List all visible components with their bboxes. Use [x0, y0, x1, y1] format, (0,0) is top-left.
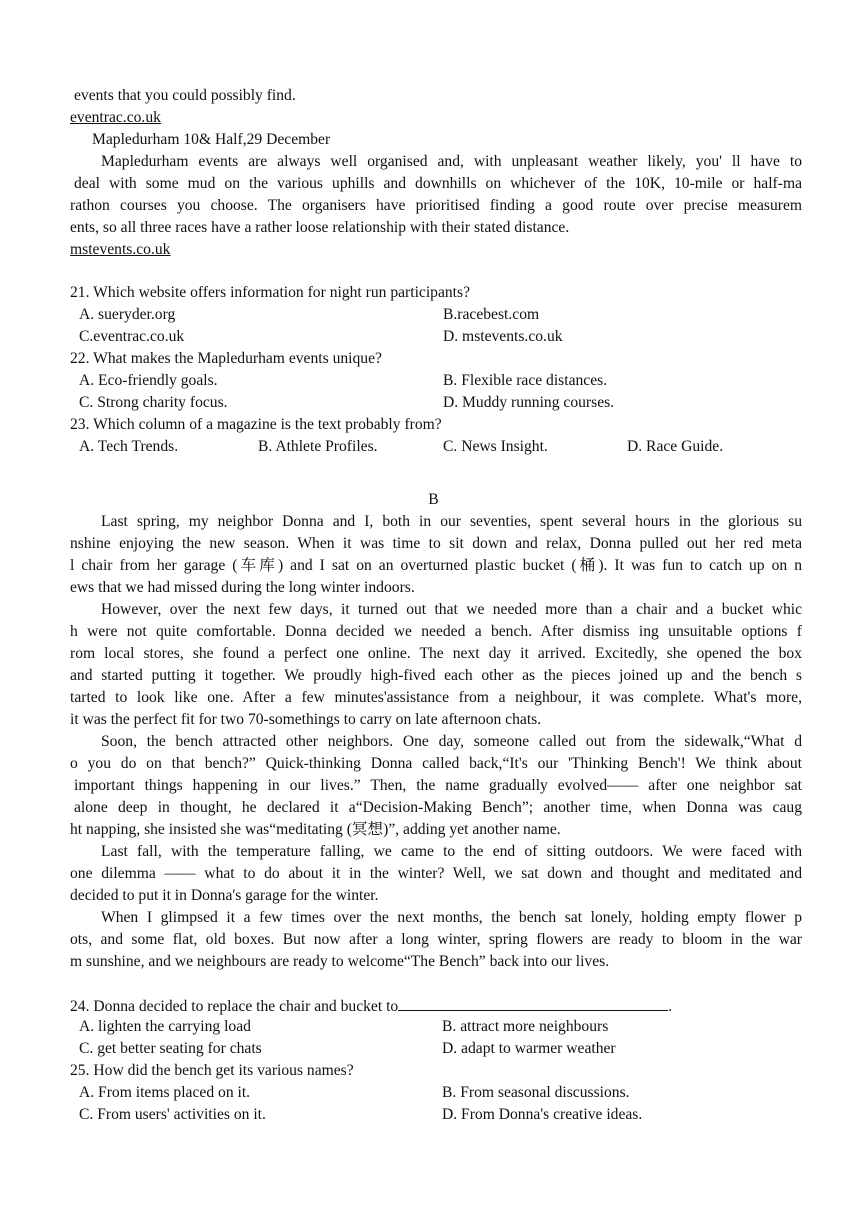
passage-b-line: Last fall, with the temperature falling, we came to the end of sitting outdoors. We were faced with — [101, 843, 802, 860]
passage-text-line: deal with some mud on the various uphills and downhills on whichever of the 10K, 10-mile or half-ma — [74, 175, 802, 192]
passage-b-line: tarted to look like one. After a few minutes'assistance from a neighbour, it was complete. What's more, — [70, 689, 802, 706]
passage-b-line: Soon, the bench attracted other neighbors. One day, someone called out from the sidewalk,“What d — [101, 733, 802, 750]
question-23-option-b[interactable]: B. Athlete Profiles. — [258, 438, 378, 455]
question-24-stem — [70, 994, 802, 1016]
passage-text-line: rathon courses you choose. The organisers have prioritised finding a good route over precise measurem — [70, 197, 802, 214]
passage-b-line: one dilemma —— what to do about it in the winter? Well, we sat down and thought and meditated and — [70, 865, 802, 882]
question-22-option-d[interactable]: D. Muddy running courses. — [443, 394, 615, 411]
passage-text-line: events that you could possibly find. — [74, 87, 296, 104]
passage-b-line: m sunshine, and we neighbours are ready to welcome“The Bench” back into our lives. — [70, 953, 610, 970]
passage-text-line: Mapledurham events are always well organised and, with unpleasant weather likely, you' ll have to — [101, 153, 802, 170]
passage-text-line: ents, so all three races have a rather loose relationship with their stated distance. — [70, 219, 570, 236]
passage-b-line: decided to put it in Donna's garage for the winter. — [70, 887, 379, 904]
question-22-stem: 22. What makes the Mapledurham events unique? — [70, 350, 382, 367]
question-23-option-d[interactable]: D. Race Guide. — [627, 438, 724, 455]
question-25-option-a[interactable]: A. From items placed on it. — [79, 1084, 251, 1101]
question-23-stem: 23. Which column of a magazine is the text probably from? — [70, 416, 442, 433]
passage-b-line: rom local stores, she found a perfect one online. The next day it arrived. Excitedly, she opened the box — [70, 645, 802, 662]
question-25-stem: 25. How did the bench get its various names? — [70, 1062, 354, 1079]
source-link-eventrac[interactable]: eventrac.co.uk — [70, 109, 161, 126]
question-24-stem-text: 24. Donna decided to replace the chair and bucket to — [70, 998, 399, 1015]
passage-b-line: ots, and some flat, old boxes. But now after a long winter, spring flowers are ready to bloom in the war — [70, 931, 802, 948]
passage-b-line: it was the perfect fit for two 70-somethings to carry on late afternoon chats. — [70, 711, 542, 728]
question-24-option-c[interactable]: C. get better seating for chats — [79, 1040, 262, 1057]
question-25-option-d[interactable]: D. From Donna's creative ideas. — [442, 1106, 643, 1123]
passage-b-line: alone deep in thought, he declared it a“Decision-Making Bench”; another time, when Donna was caug — [74, 799, 802, 816]
question-25-option-c[interactable]: C. From users' activities on it. — [79, 1106, 266, 1123]
section-b-label: B — [428, 491, 439, 508]
question-24-option-a[interactable]: A. lighten the carrying load — [79, 1018, 251, 1035]
question-22-option-b[interactable]: B. Flexible race distances. — [443, 372, 608, 389]
passage-b-line: o you do on that bench?” Quick-thinking Donna called back,“It's our 'Thinking Bench'! We think about — [70, 755, 802, 772]
event-heading: Mapledurham 10& Half,29 December — [92, 131, 331, 148]
question-22-option-c[interactable]: C. Strong charity focus. — [79, 394, 228, 411]
question-21-option-b[interactable]: B.racebest.com — [443, 306, 540, 323]
passage-b-line: nshine enjoying the new season. When it was time to sit down and relax, Donna pulled out her red meta — [70, 535, 802, 552]
question-23-option-c[interactable]: C. News Insight. — [443, 438, 548, 455]
passage-b-line: ht napping, she insisted she was“meditating (冥想)”, adding yet another name. — [70, 821, 561, 838]
source-link-mstevents[interactable]: mstevents.co.uk — [70, 241, 171, 258]
question-21-option-c[interactable]: C.eventrac.co.uk — [79, 328, 185, 345]
passage-b-line: Last spring, my neighbor Donna and I, both in our seventies, spent several hours in the glorious su — [101, 513, 802, 530]
passage-b-line: ews that we had missed during the long winter indoors. — [70, 579, 415, 596]
question-24-option-b[interactable]: B. attract more neighbours — [442, 1018, 609, 1035]
passage-b-line: When I glimpsed it a few times over the next months, the bench sat lonely, holding empty flower p — [101, 909, 802, 926]
question-24-option-d[interactable]: D. adapt to warmer weather — [442, 1040, 616, 1057]
answer-blank[interactable] — [398, 994, 668, 1011]
passage-b-line: h were not quite comfortable. Donna decided we needed a bench. After dismiss ing unsuitable options f — [70, 623, 802, 640]
passage-b-line: important things happening in our lives.” Then, the name gradually evolved—— after one neighbor sat — [74, 777, 802, 794]
question-21-option-d[interactable]: D. mstevents.co.uk — [443, 328, 563, 345]
passage-b-line: and started putting it together. We proudly high-fived each other as the pieces joined up and the bench s — [70, 667, 802, 684]
passage-b-line: However, over the next few days, it turned out that we needed more than a chair and a bucket whic — [101, 601, 802, 618]
question-24-stem-end: . — [668, 998, 673, 1015]
question-23-option-a[interactable]: A. Tech Trends. — [79, 438, 179, 455]
question-25-option-b[interactable]: B. From seasonal discussions. — [442, 1084, 630, 1101]
question-21-stem: 21. Which website offers information for night run participants? — [70, 284, 470, 301]
question-22-option-a[interactable]: A. Eco-friendly goals. — [79, 372, 218, 389]
question-21-option-a[interactable]: A. sueryder.org — [79, 306, 176, 323]
passage-b-line: l chair from her garage (车库) and I sat on an overturned plastic bucket (桶). It was fun to catch up on n — [70, 557, 802, 574]
